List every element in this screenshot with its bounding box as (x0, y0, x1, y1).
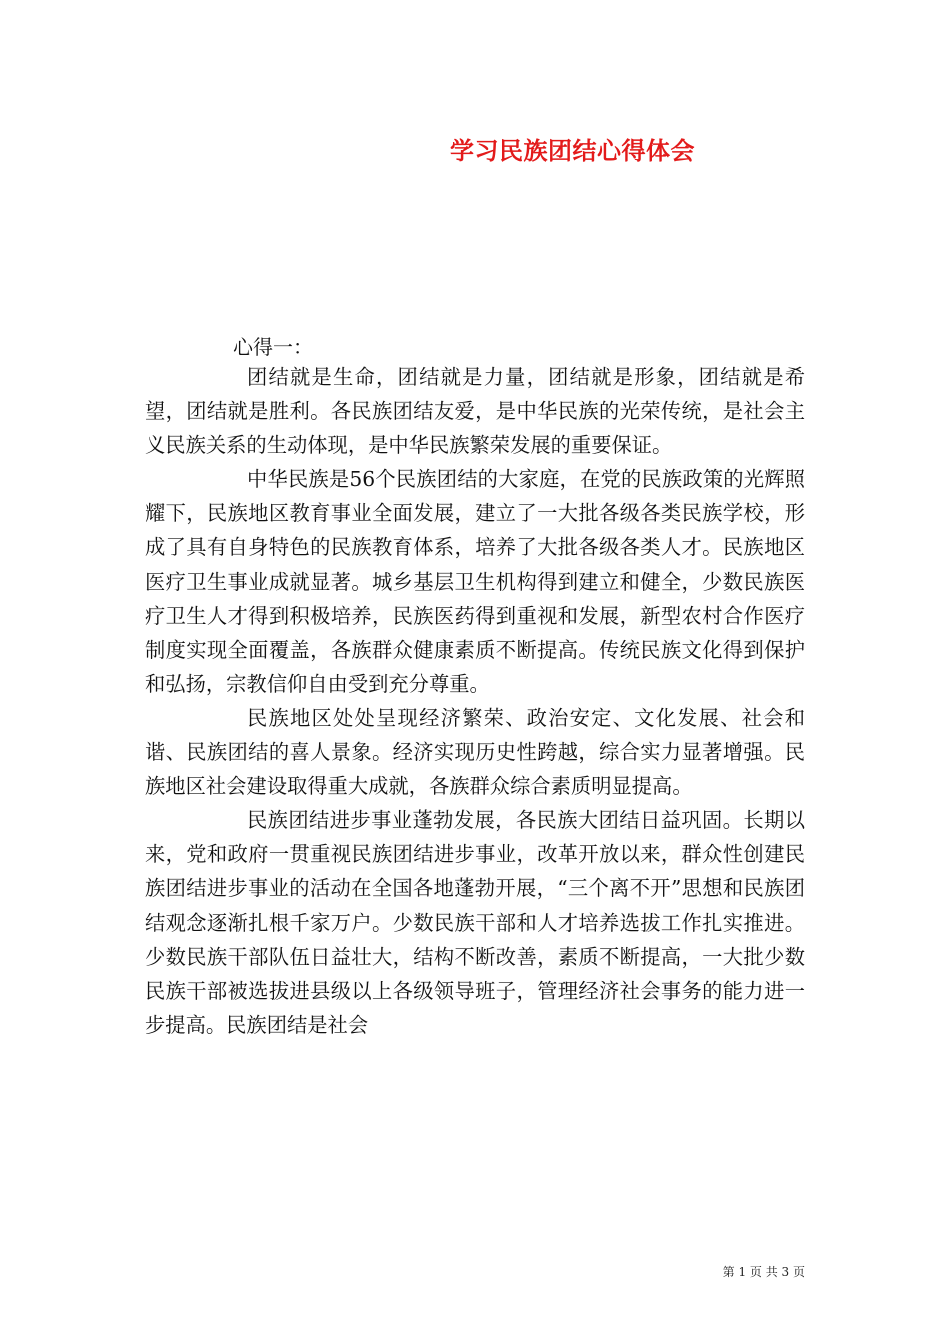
paragraph-3: 民族地区处处呈现经济繁荣、政治安定、文化发展、社会和谐、民族团结的喜人景象。经济实现历史性跨越，综合实力显著增强。民族地区社会建设取得重大成就，各族群众综合素质明显提高。 (145, 705, 805, 799)
document-title: 学习民族团结心得体会 (450, 136, 695, 165)
paragraph-1: 团结就是生命，团结就是力量，团结就是形象，团结就是希望，团结就是胜利。各民族团结友爱，是中华民族的光荣传统，是社会主义民族关系的生动体现，是中华民族繁荣发展的重要保证。 (145, 365, 805, 458)
document-body (145, 360, 805, 1042)
paragraph-2: 中华民族是56个民族团结的大家庭，在党的民族政策的光辉照耀下，民族地区教育事业全面发展，建立了一大批各级各类民族学校，形成了具有自身特色的民族教育体系，培养了大批各级各类人才。民族地区医疗卫生事业成就显著。城乡基层卫生机构得到建立和健全，少数民族医疗卫生人才得到积极培养，民族医药得到重视和发展，新型农村合作医疗制度实现全面覆盖，各族群众健康素质不断提高。传统民族文化得到保护和弘扬，宗教信仰自由受到充分尊重。 (145, 467, 805, 696)
section-label: 心得一： (233, 335, 313, 359)
page-footer: 第 1 页 共 3 页 (722, 1265, 805, 1279)
paragraph-4: 民族团结进步事业蓬勃发展，各民族大团结日益巩固。长期以来，党和政府一贯重视民族团结进步事业，改革开放以来，群众性创建民族团结进步事业的活动在全国各地蓬勃开展，“三个离不开”思想和民族团结观念逐渐扎根千家万户。少数民族干部和人才培养选拔工作扎实推进。少数民族干部队伍日益壮大，结构不断改善，素质不断提高，一大批少数民族干部被选拔进县级以上各级领导班子，管理经济社会事务的能力进一步提高。民族团结是社会 (145, 808, 805, 1037)
